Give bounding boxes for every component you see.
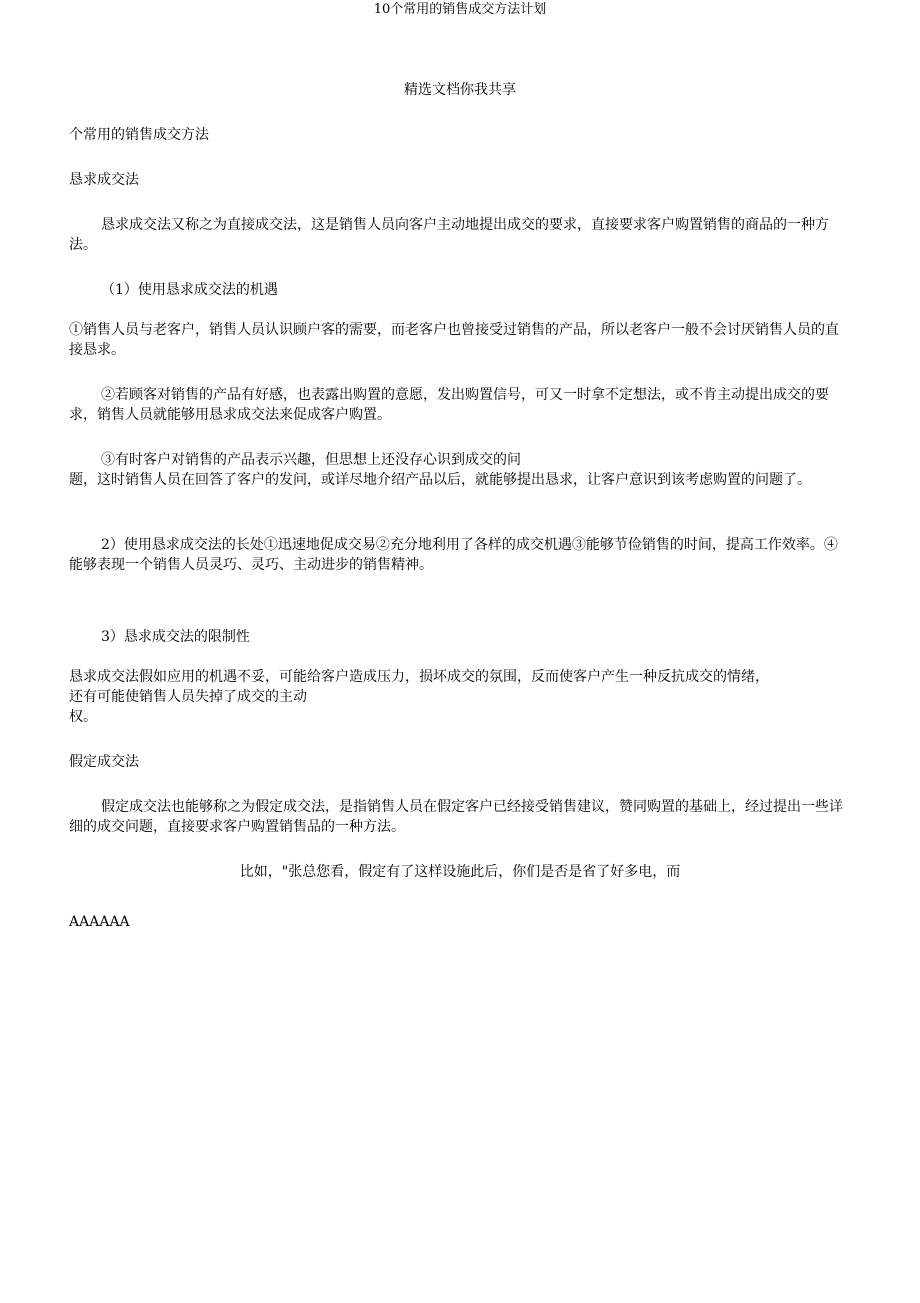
limitations-line-1: 恳求成交法假如应用的机遇不妥，可能给客户造成压力，损坏成交的氛围，反而使客户产生一种反抗成交的情绪， (69, 669, 769, 685)
limitations-line-3: 权。 (69, 709, 97, 725)
list-item-3-continued: 题，这时销售人员在回答了客户的发问，或详尽地介绍产品以后，就能够提出恳求，让客户意识到该考虑购置的问题了。 (69, 472, 811, 488)
subsection-heading-opportunities: （1）使用恳求成交法的机遇 (101, 282, 278, 298)
advantages-paragraph: 2）使用恳求成交法的长处①迅速地促成交易②充分地利用了各样的成交机遇③能够节俭销售的时间，提高工作效率。④能够表现一个销售人员灵巧、灵巧、主动进步的销售精神。 (69, 537, 838, 573)
footer-placeholder-text: AAAAAA (69, 914, 130, 930)
document-title: 个常用的销售成交方法 (69, 127, 209, 143)
limitations-line-2: 还有可能使销售人员失掉了成交的主动 (69, 689, 307, 705)
list-item-2: ②若顾客对销售的产品有好感，也表露出购置的意愿，发出购置信号，可又一时拿不定想法，或不肯主动提出成交的要求，销售人员就能够用恳求成交法来促成客户购置。 (69, 387, 829, 423)
section-heading-request-close: 恳求成交法 (69, 172, 139, 188)
list-item-3-first-line: ③有时客户对销售的产品表示兴趣，但思想上还没存心识到成交的问 (101, 452, 521, 468)
section-heading-assumptive-close: 假定成交法 (69, 754, 139, 770)
list-item-1: ①销售人员与老客户，销售人员认识顾户客的需要，而老客户也曾接受过销售的产品，所以老客户一般不会讨厌销售人员的直接恳求。 (69, 322, 839, 358)
running-header-title: 10个常用的销售成交方法计划 (373, 2, 547, 17)
section1-paragraph: 恳求成交法又称之为直接成交法，这是销售人员向客户主动地提出成交的要求，直接要求客户购置销售的商品的一种方法。 (69, 217, 829, 253)
document-subtitle: 精选文档你我共享 (404, 82, 516, 98)
section2-paragraph: 假定成交法也能够称之为假定成交法，是指销售人员在假定客户已经接受销售建议，赞同购置的基础上，经过提出一些详细的成交问题，直接要求客户购置销售品的一种方法。 (69, 799, 843, 835)
subsection-heading-limitations: 3）恳求成交法的限制性 (101, 629, 250, 645)
example-line: 比如，"张总您看，假定有了这样设施此后，你们是否是省了好多电，而 (239, 864, 681, 880)
